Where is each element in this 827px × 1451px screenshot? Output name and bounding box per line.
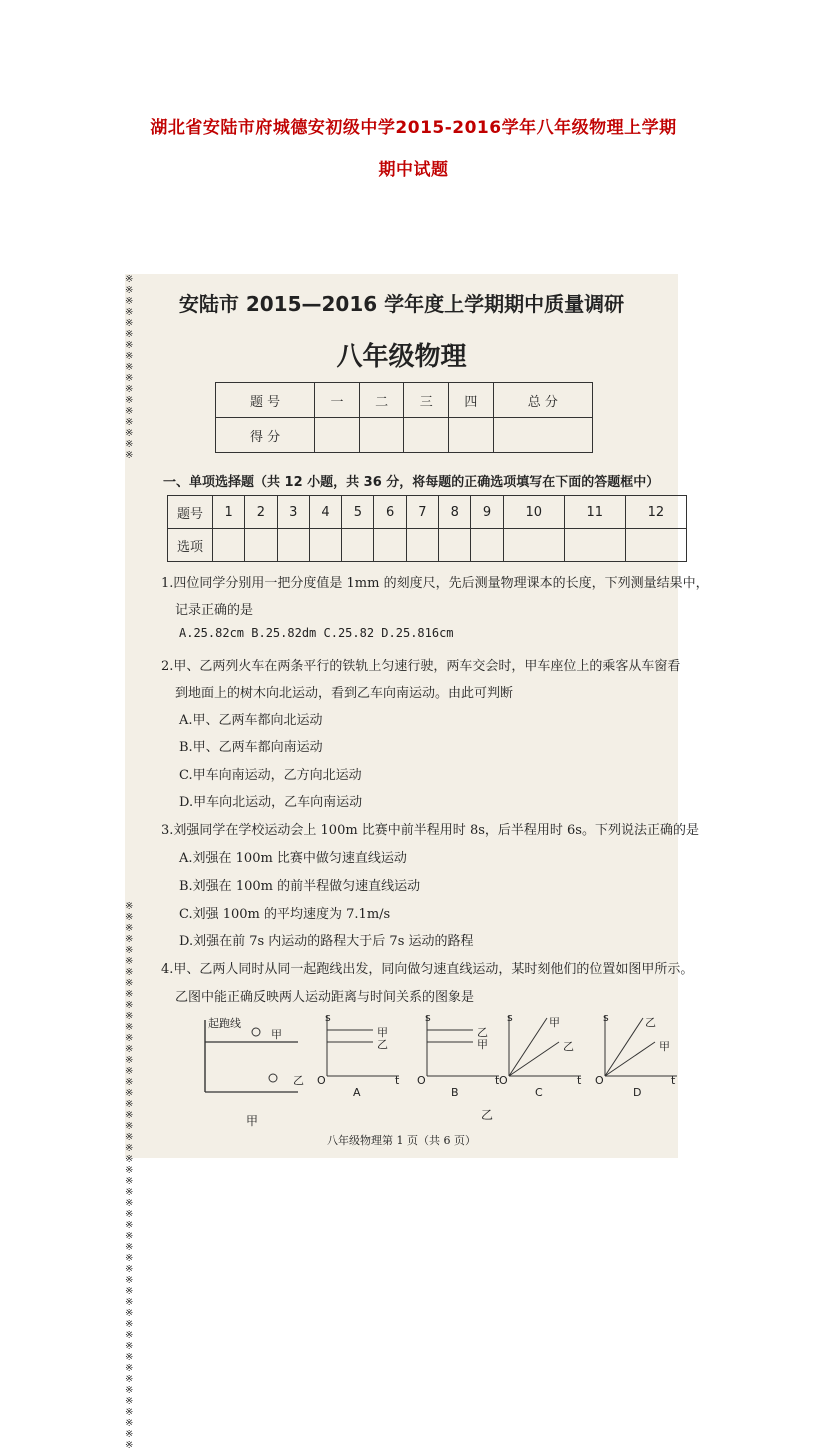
graph-c-label-jia: 甲 (549, 1016, 560, 1029)
answer-entry (277, 529, 309, 562)
graph-a (321, 1014, 401, 1080)
question-2-option-c: C.甲车向南运动，乙方向北运动 (179, 768, 362, 783)
answer-number: 10 (503, 496, 564, 529)
answer-entry (471, 529, 503, 562)
answer-number: 8 (439, 496, 471, 529)
graph-d-label-yi: 乙 (645, 1016, 656, 1029)
question-2-text: 2.甲、乙两列火车在两条平行的铁轨上匀速行驶，两车交会时，甲车座位上的乘客从车窗看 (161, 659, 681, 674)
answer-number: 6 (374, 496, 406, 529)
document-title-line-1: 湖北省安陆市府城德安初级中学2015-2016学年八年级物理上学期 (150, 118, 677, 138)
question-2-option-a: A.甲、乙两车都向北运动 (179, 713, 323, 728)
graph-b-axis-s: s (425, 1011, 431, 1024)
graph-d-origin: O (595, 1074, 604, 1087)
score-table-score-row (216, 418, 593, 453)
graph-b (421, 1014, 501, 1080)
answer-table-number-row (168, 496, 687, 529)
graph-c-line-jia (509, 1018, 547, 1076)
question-3-text: 3.刘强同学在学校运动会上 100m 比赛中前半程用时 8s，后半程用时 6s。下列说法正确的是 (161, 823, 699, 838)
answer-number: 4 (309, 496, 341, 529)
score-cell: 总 分 (493, 383, 592, 418)
answer-entry (503, 529, 564, 562)
graph-d-line-yi (605, 1018, 643, 1076)
graph-a-axis-s: s (325, 1011, 331, 1024)
answer-number: 1 (213, 496, 245, 529)
start-line-label: 起跑线 (208, 1017, 241, 1030)
graph-c-caption: C (535, 1086, 543, 1099)
question-3-option-a: A.刘强在 100m 比赛中做匀速直线运动 (179, 851, 407, 866)
answer-row-label: 选项 (168, 529, 213, 562)
score-cell: 题 号 (216, 383, 315, 418)
answer-entry (309, 529, 341, 562)
score-cell: 一 (315, 383, 360, 418)
question-4-text: 4.甲、乙两人同时从同一起跑线出发，同向做匀速直线运动，某时刻他们的位置如图甲所示。 (161, 962, 694, 977)
document-title-line-2: 期中试题 (378, 160, 449, 180)
graph-b-axis-t: t (495, 1074, 500, 1087)
answer-entry (342, 529, 374, 562)
runner-yi-icon (269, 1074, 277, 1082)
runner-jia-label: 甲 (271, 1028, 282, 1041)
answer-number: 3 (277, 496, 309, 529)
graph-b-caption: B (451, 1086, 459, 1099)
score-cell: 二 (359, 383, 404, 418)
answer-entry (625, 529, 686, 562)
answer-entry (564, 529, 625, 562)
question-1-text: 记录正确的是 (175, 603, 254, 618)
paper-subject-title: 八年级物理 (336, 342, 467, 372)
figure-caption-yi: 乙 (481, 1108, 494, 1122)
score-entry (359, 418, 404, 453)
graph-c-axis-t: t (577, 1074, 582, 1087)
score-row-label: 得 分 (216, 418, 315, 453)
graph-d-label-jia: 甲 (659, 1040, 670, 1053)
graph-d-line-jia (605, 1042, 655, 1076)
answer-number: 2 (245, 496, 277, 529)
graph-b-label-yi: 乙 (477, 1026, 488, 1039)
figure-caption-jia: 甲 (246, 1114, 259, 1128)
score-entry (315, 418, 360, 453)
graph-c-origin: O (499, 1074, 508, 1087)
answer-entry (213, 529, 245, 562)
answer-entry (406, 529, 438, 562)
question-3-option-d: D.刘强在前 7s 内运动的路程大于后 7s 运动的路程 (179, 934, 474, 949)
graph-a-caption: A (353, 1086, 361, 1099)
answer-number: 12 (625, 496, 686, 529)
question-2-option-b: B.甲、乙两车都向南运动 (179, 740, 323, 755)
graph-a-axis-t: t (395, 1074, 400, 1087)
score-cell: 四 (449, 383, 494, 418)
paper-header: 安陆市 2015—2016 学年度上学期期中质量调研 (178, 292, 625, 316)
score-entry (493, 418, 592, 453)
answer-entry (439, 529, 471, 562)
graph-c-line-yi (509, 1042, 559, 1076)
question-1-options: A.25.82cm B.25.82dm C.25.82 D.25.816cm (179, 626, 454, 640)
answer-table (167, 495, 687, 562)
score-entry (449, 418, 494, 453)
graph-c-label-yi: 乙 (563, 1040, 574, 1053)
score-table (215, 382, 593, 453)
score-entry (404, 418, 449, 453)
graph-b-label-jia: 甲 (477, 1038, 488, 1051)
answer-entry (374, 529, 406, 562)
score-table-header-row (216, 383, 593, 418)
answer-number: 7 (406, 496, 438, 529)
graph-a-origin: O (317, 1074, 326, 1087)
answer-number: 11 (564, 496, 625, 529)
answer-entry (245, 529, 277, 562)
answer-number: 9 (471, 496, 503, 529)
graph-a-label-jia: 甲 (377, 1026, 388, 1039)
question-1-text: 1.四位同学分别用一把分度值是 1mm 的刻度尺，先后测量物理课本的长度，下列测量结果中， (161, 576, 709, 591)
question-3-option-b: B.刘强在 100m 的前半程做匀速直线运动 (179, 879, 421, 894)
graph-d-caption: D (633, 1086, 642, 1099)
question-2-text: 到地面上的树木向北运动，看到乙车向南运动。由此可判断 (175, 686, 514, 701)
runner-jia-icon (252, 1028, 260, 1036)
page-footer: 八年级物理第 1 页（共 6 页） (327, 1134, 476, 1147)
answer-table-choice-row (168, 529, 687, 562)
answer-row-label: 题号 (168, 496, 213, 529)
graph-a-label-yi: 乙 (377, 1038, 388, 1051)
runner-yi-label: 乙 (293, 1074, 304, 1087)
graph-c-axis-s: s (507, 1011, 513, 1024)
question-2-option-d: D.甲车向北运动，乙车向南运动 (179, 795, 363, 810)
section-1-heading: 一、单项选择题（共 12 小题，共 36 分，将每题的正确选项填写在下面的答题框中） (163, 475, 660, 490)
scanned-exam-page (125, 274, 709, 1451)
binding-edge-decoration: ※ ※ ※ ※ ※ ※ ※ ※ ※ ※ ※ ※ ※ ※ ※ ※ ※ ※ ※ ※ ※ ※ ※ ※ ※ ※ ※ ※ ※ ※ ※ ※ ※ ※ ※ ※ ※ ※ ※ ※ ※ ※ ※ ※ ※ ※ ※ ※ ※ ※ ※ ※ ※ ※ ※ ※ ※ ※ ※ ※ ※ ※ ※ ※ ※ ※ ※ (125, 274, 134, 1451)
question-4-text: 乙图中能正确反映两人运动距离与时间关系的图象是 (175, 990, 475, 1005)
graph-b-origin: O (417, 1074, 426, 1087)
answer-number: 5 (342, 496, 374, 529)
graph-d-axis-s: s (603, 1011, 609, 1024)
question-3-option-c: C.刘强 100m 的平均速度为 7.1m/s (179, 907, 391, 922)
graph-d-axis-t: t (671, 1074, 676, 1087)
score-cell: 三 (404, 383, 449, 418)
